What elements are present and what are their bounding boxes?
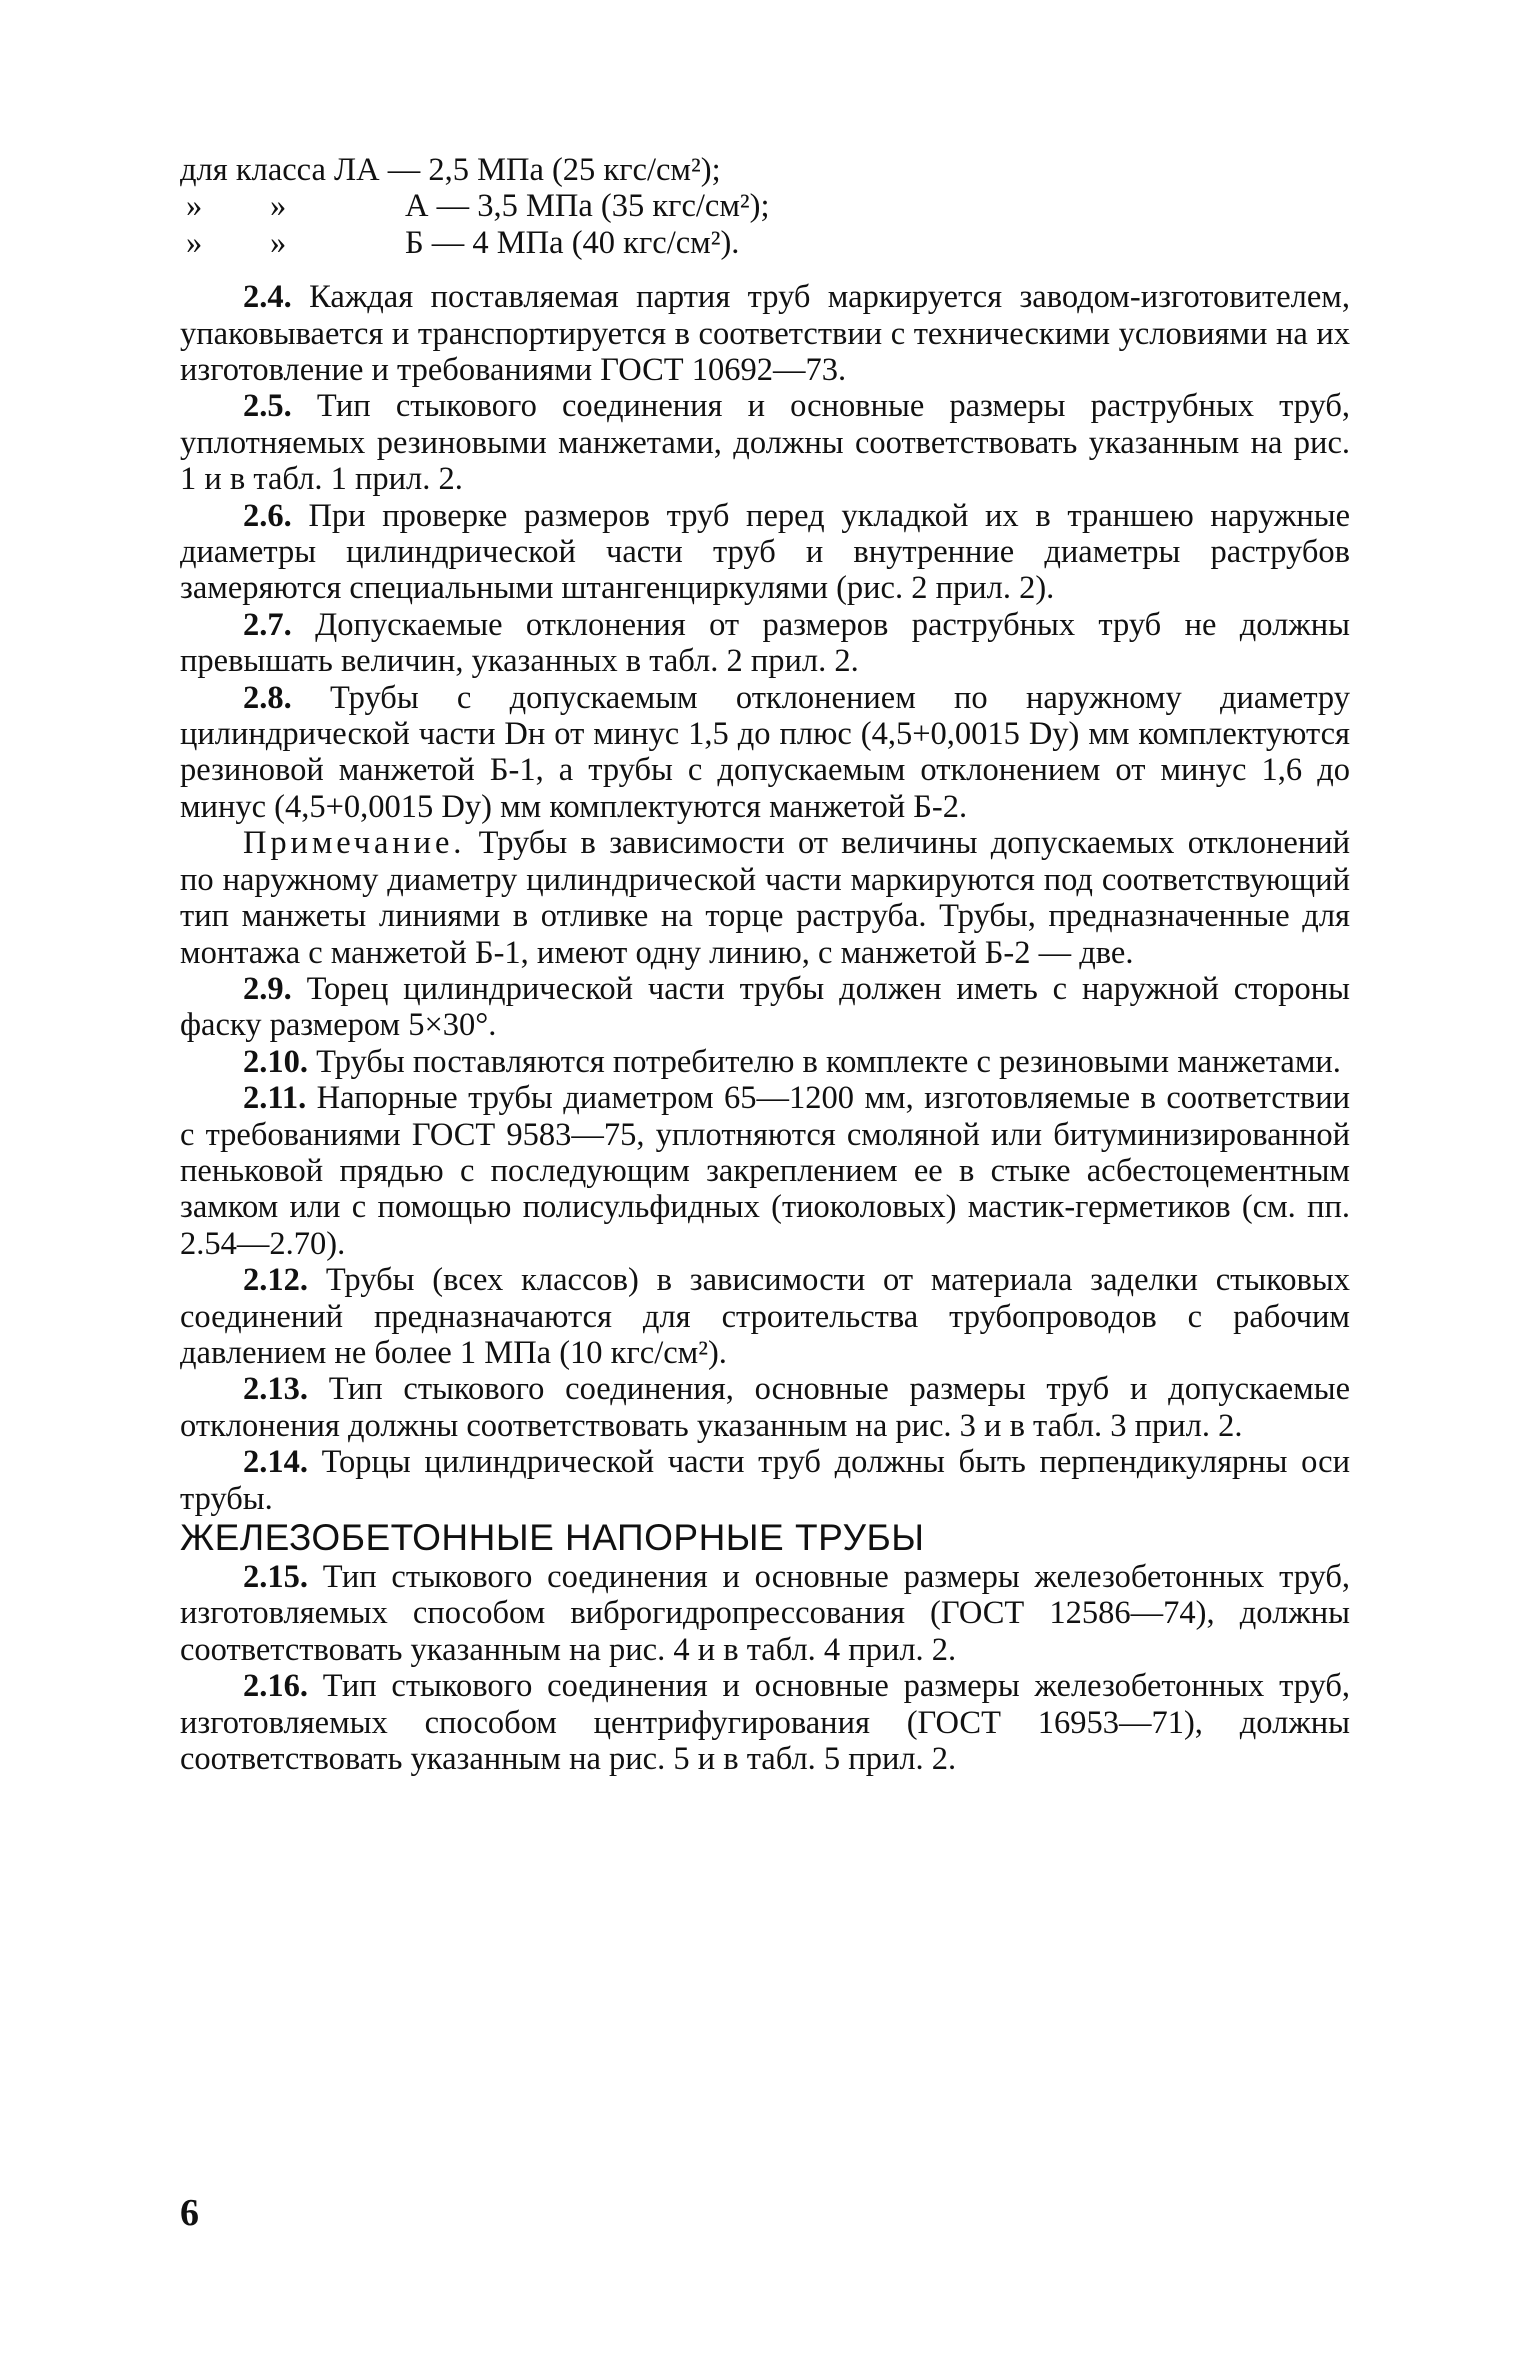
paragraph-text: Торцы цилиндрической части труб должны быть перпендикулярны оси трубы. xyxy=(180,1444,1350,1517)
paragraph-number: 2.16. xyxy=(243,1668,308,1705)
paragraph-text: Тип стыкового соединения и основные размеры железобетонных труб, изготовляемых способом центрифугирования (ГОСТ 16953—71), должны соответствовать указанным на рис. 5 и в табл. 5 прил. 2. xyxy=(180,1668,1350,1778)
paragraph-2-14 xyxy=(180,1444,1350,1517)
paragraph-text: Торец цилиндрической части трубы должен иметь с наружной стороны фаску размером 5×30°. xyxy=(180,970,1350,1044)
paragraph-2-12 xyxy=(180,1262,1350,1371)
paragraph-2-7 xyxy=(180,607,1350,680)
paragraph-text: Допускаемые отклонения от размеров раструбных труб не должны превышать величин, указанных в табл. 2 прил. 2. xyxy=(180,606,1350,680)
note-paragraph xyxy=(180,825,1350,971)
ditto-mark: » xyxy=(186,224,203,261)
paragraph-text: Трубы с допускаемым отклонением по наружному диаметру цилиндрической части Dн от минус 1,5 до плюс (4,5+0,0015 Dy) мм комплектуются резиновой манжетой Б-1, а трубы с допускаемым отклонением от минус 1,6 до минус (4,5+0,0015 Dy) мм комплектуются манжетой Б-2. xyxy=(180,679,1350,825)
paragraph-text: Трубы поставляются потребителю в комплекте с резиновыми манжетами. xyxy=(316,1043,1341,1080)
intro-line-la: для класса ЛА — 2,5 МПа (25 кгс/см²); xyxy=(180,152,721,188)
paragraph-text: Трубы (всех классов) в зависимости от материала заделки стыковых соединений предназначаются для строительства трубопроводов с рабочим давлением не более 1 МПа (10 кгс/см²). xyxy=(180,1262,1350,1371)
ditto-mark: » xyxy=(270,188,287,225)
paragraph-2-8 xyxy=(180,680,1350,826)
paragraph-text: Тип стыкового соединения и основные размеры железобетонных труб, изготовляемых способом виброгидропрессования (ГОСТ 12586—74), должны соответствовать указанным на рис. 4 и в табл. 4 прил. 2. xyxy=(180,1559,1350,1668)
paragraph-number: 2.9. xyxy=(243,970,292,1007)
paragraph-number: 2.8. xyxy=(243,679,292,716)
paragraph-number: 2.4. xyxy=(243,279,292,316)
paragraph-number: 2.10. xyxy=(243,1043,308,1080)
section-heading: ЖЕЛЕЗОБЕТОННЫЕ НАПОРНЫЕ ТРУБЫ xyxy=(180,1517,925,1558)
paragraph-number: 2.14. xyxy=(243,1444,308,1481)
intro-line-a xyxy=(180,188,1350,224)
paragraph-text: Напорные трубы диаметром 65—1200 мм, изготовляемые в соответствии с требованиями ГОСТ 9583—75, уплотняются смоляной или битуминизированной пеньковой прядью с последующим закреплением ее в стыке асбестоцементным замком или с помощью полисульфидных (тиоколовых) мастик-герметиков (см. пп. 2.54—2.70). xyxy=(180,1080,1350,1262)
paragraph-2-11 xyxy=(180,1080,1350,1262)
paragraph-2-16 xyxy=(180,1668,1350,1777)
paragraph-number: 2.5. xyxy=(243,388,292,425)
intro-line-a-text: А — 3,5 МПа (35 кгс/см²); xyxy=(405,188,770,225)
intro-line-b xyxy=(180,225,1350,261)
paragraph-number: 2.12. xyxy=(243,1262,308,1299)
paragraph-2-15 xyxy=(180,1559,1350,1668)
paragraph-number: 2.6. xyxy=(243,497,292,534)
paragraph-text: Тип стыкового соединения и основные размеры раструбных труб, уплотняемых резиновыми манжетами, должны соответствовать указанным на рис. 1 и в табл. 1 прил. 2. xyxy=(180,388,1350,498)
page-content xyxy=(180,152,1350,1777)
paragraph-text: Каждая поставляемая партия труб маркируется заводом-изготовителем, упаковывается и транспортируется в соответствии с техническими условиями на их изготовление и требованиями ГОСТ 10692—73. xyxy=(180,279,1350,388)
paragraph-number: 2.11. xyxy=(243,1080,307,1117)
ditto-mark: » xyxy=(270,224,287,261)
paragraph-2-9 xyxy=(180,971,1350,1044)
paragraph-number: 2.7. xyxy=(243,606,292,643)
paragraph-2-5 xyxy=(180,388,1350,497)
paragraph-2-13 xyxy=(180,1371,1350,1444)
ditto-mark: » xyxy=(186,188,203,225)
note-text: Трубы в зависимости от величины допускаемых отклонений по наружному диаметру цилиндрической части маркируются под соответствующий тип манжеты линиями в отливке на торце раструба. Трубы, предназначенные для монтажа с манжетой Б-1, имеют одну линию, с манжетой Б-2 — две. xyxy=(180,825,1350,971)
intro-line-b-text: Б — 4 МПа (40 кгс/см²). xyxy=(405,224,740,261)
paragraph-2-4 xyxy=(180,279,1350,388)
paragraph-number: 2.15. xyxy=(243,1559,308,1595)
paragraph-text: Тип стыкового соединения, основные размеры труб и допускаемые отклонения должны соответствовать указанным на рис. 3 и в табл. 3 прил. 2. xyxy=(180,1371,1350,1444)
paragraph-2-6 xyxy=(180,498,1350,607)
paragraph-2-10 xyxy=(180,1044,1350,1080)
page-number: 6 xyxy=(180,2192,199,2234)
paragraph-number: 2.13. xyxy=(243,1371,308,1408)
paragraph-text: При проверке размеров труб перед укладкой их в траншею наружные диаметры цилиндрической части труб и внутренние диаметры раструбов замеряются специальными штангенциркулями (рис. 2 прил. 2). xyxy=(180,497,1351,607)
note-label: Примечание. xyxy=(243,825,466,862)
